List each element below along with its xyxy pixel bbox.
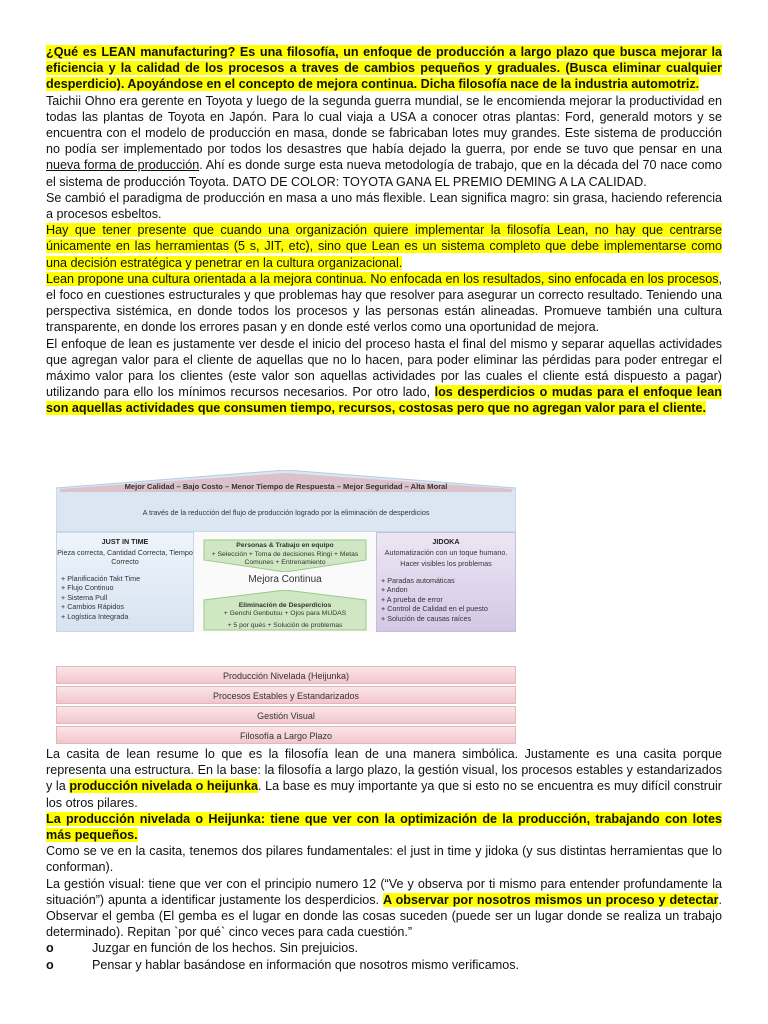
pillar-list <box>381 576 515 623</box>
text-run: Taichii Ohno era gerente en Toyota y luego de la segunda guerra mundial, se le encomienda mejorar la productividad en todas las plantas de Toyota en Japón. Para lo cual viaja a USA a conocer otras plantas: Ford, generald motors y se encuentra con el modelo de producción en masa, donde se fabricaban lotes muy grandes. Este sistema de producción no podía ser implementado por todos los desastres que había dejado la guerra, por ende se tuvo que pensar en una <box>46 93 722 157</box>
highlight-heijunka: producción nivelada o heijunka <box>69 779 258 794</box>
pillar-description: Automatización con un toque humano. <box>384 548 508 557</box>
house-roof <box>56 470 516 532</box>
paragraph-lean-definition <box>46 44 722 93</box>
list-item: + Cambios Rápidos <box>61 602 124 612</box>
people-teamwork-text: + Selección + Toma de decisiones Ringi + Metas Comunes + Entrenamiento <box>211 551 359 567</box>
list-item: + Sistema Pull <box>61 592 108 602</box>
paragraph-lean-house <box>46 746 722 811</box>
pillar-title: JIDOKA <box>432 537 460 546</box>
list-item: + Logística Integrada <box>61 611 129 621</box>
document-page-lower <box>46 746 722 973</box>
list-item: + Paradas automáticas <box>381 576 455 585</box>
list-item: + A prueba de error <box>381 594 443 604</box>
waste-elimination-text-2: + 5 por qués + Solución de problemas <box>227 622 343 629</box>
list-item: + Flujo Continuo <box>61 583 114 593</box>
paragraph-pillars: Como se ve en la casita, tenemos dos pilares fundamentales: el just in time y jidoka (y sus distintas herramientas que lo conforman). <box>46 844 722 875</box>
waste-elimination-title: Eliminación de Desperdicios <box>238 602 332 609</box>
pillar-description-2: Hacer visibles los problemas <box>400 559 492 568</box>
band-stable-processes: Procesos Estables y Estandarizados <box>56 686 516 704</box>
roof-title: Mejor Calidad – Bajo Costo – Menor Tiempo de Respuesta – Mejor Seguridad – Alta Moral <box>124 482 448 491</box>
highlight-culture: Lean propone una cultura orientada a la mejora continua. No enfocada en los resultados, sino enfocada en los procesos <box>46 271 719 286</box>
document-page <box>46 44 722 417</box>
roof-subtitle: A través de la reducción del flujo de producción logrado por la eliminación de desperdicios <box>142 508 430 517</box>
text-run: La gestión visual: tiene que ver con el principio numero 12 (“Ve y observa por ti mismo para entender profundamente la situación”) apunta a identificar justamente los desperdicios. <box>46 876 722 907</box>
bullet-marker: o <box>46 941 54 956</box>
pillar-title: JUST IN TIME <box>101 537 149 546</box>
underlined-phrase: nueva forma de producción <box>46 158 200 173</box>
band-visual-management: Gestión Visual <box>56 706 516 724</box>
pillar-jidoka <box>376 532 516 632</box>
pillar-description: Pieza correcta, Cantidad Correcta, Tiempo Correcto <box>57 548 193 566</box>
paragraph-heijunka <box>46 811 722 843</box>
paragraph-taiichi-ohno <box>46 93 722 190</box>
list-item <box>46 957 722 973</box>
highlight-heijunka-definition: La producción nivelada o Heijunka: tiene que ver con la optimización de la producción, trabajando con lotes más pequeños. <box>46 811 722 843</box>
text-run: , el foco en cuestiones estructurales y que problemas hay que resolver para asegurar un correcto resultado. Teniendo una perspectiva sistémica, en donde todos los procesos y las personas están alineadas. Promueve también una cultura transparente, en donde los errores pasan y en donde esté verlos como una oportunidad de mejora. <box>46 271 722 335</box>
pillar-list <box>61 574 193 621</box>
highlight-implementation: Hay que tener presente que cuando una organización quiere implementar la filosofía Lean, no hay que centrarse únicamente en las herramientas (5 s, JIT, etc), sino que Lean es un sistema completo que debe implementarse como una decisión estratégica y penetrar en la cultura organizacional. <box>46 223 722 270</box>
people-teamwork-title: Personas & Trabajo en equipo <box>236 542 334 549</box>
list-item <box>46 940 722 956</box>
highlight-lean-definition: ¿Qué es LEAN manufacturing? Es una filosofía, un enfoque de producción a largo plazo que busca mejorar la eficiencia y la calidad de los procesos a traves de cambios pequeños y graduales. (Busca eliminar cualquier desperdicio). Apoyándose en el concepto de mejora continua. Dicha filosofía nace de la industria automotriz. <box>46 45 722 92</box>
bullet-text: Juzgar en función de los hechos. Sin prejuicios. <box>92 941 359 956</box>
bullet-marker: o <box>46 957 54 972</box>
paragraph-waste <box>46 336 722 417</box>
list-item: + Andon <box>381 585 408 595</box>
text-run: . La base es muy importante ya que si esto no se encuentra es muy difícil construir los otros pilares. <box>46 779 722 810</box>
center-continuous-improvement <box>194 532 376 632</box>
band-leveled-production: Producción Nivelada (Heijunka) <box>56 666 516 684</box>
paragraph-culture <box>46 271 722 336</box>
bullet-text: Pensar y hablar basándose en información que nosotros mismo verificamos. <box>92 957 520 972</box>
continuous-improvement-label: Mejora Continua <box>248 574 322 585</box>
highlight-waste: los desperdicios o mudas para el enfoque lean son aquellas actividades que consumen tiempo, recursos, costosas pero que no agregan valor para el cliente. <box>46 385 722 416</box>
highlight-observe: A observar por nosotros mismos un proceso y detectar <box>383 892 719 907</box>
text-run: . Observar el gemba (El gemba es el lugar en donde las cosas suceden (puede ser un lugar donde se realiza un trabajo determinado). Repitan `por qué` cinco veces para cada cuestión.” <box>46 892 722 940</box>
text-run: El enfoque de lean es justamente ver desde el inicio del proceso hasta el final del mismo y separar aquellas actividades que agregan valor para el cliente de aquellas que no lo hacen, para poder eliminar las pérdidas para poder entregar el máximo valor para los clientes (este valor son aquellas actividades por las cuales el cliente está dispuesto a pagar) utilizando para ello los mínimos recursos necesarios. Por otro lado, <box>46 336 722 400</box>
band-long-term-philosophy: Filosofía a Largo Plazo <box>56 726 516 744</box>
list-item: + Planificación Takt Time <box>61 574 141 583</box>
waste-elimination-text: + Genchi Genbutsu + Ojos para MUDAS <box>223 610 347 617</box>
list-item: + Solución de causas raíces <box>381 613 472 623</box>
paragraph-implementation <box>46 222 722 271</box>
paragraph-paradigm: Se cambió el paradigma de producción en masa a uno más flexible. Lean significa magro: sin grasa, haciendo referencia a procesos esbeltos. <box>46 190 722 222</box>
text-run: . Ahí es donde surge esta nueva metodología de trabajo, que en la década del 70 nace como el sistema de producción Toyota. DATO DE COLOR: TOYOTA GANA EL PREMIO DEMING A LA CALIDAD. <box>46 158 722 189</box>
paragraph-visual-management <box>46 876 722 941</box>
list-item: + Control de Calidad en el puesto <box>381 604 488 614</box>
pillar-just-in-time <box>56 532 194 632</box>
text-run: La casita de lean resume lo que es la filosofía lean de una manera simbólica. Justamente es una casita porque representa una estructura. En la base: la filosofía a largo plazo, la gestión visual, los procesos estables y estandarizados y la <box>46 747 722 794</box>
lean-house-diagram <box>56 470 516 746</box>
